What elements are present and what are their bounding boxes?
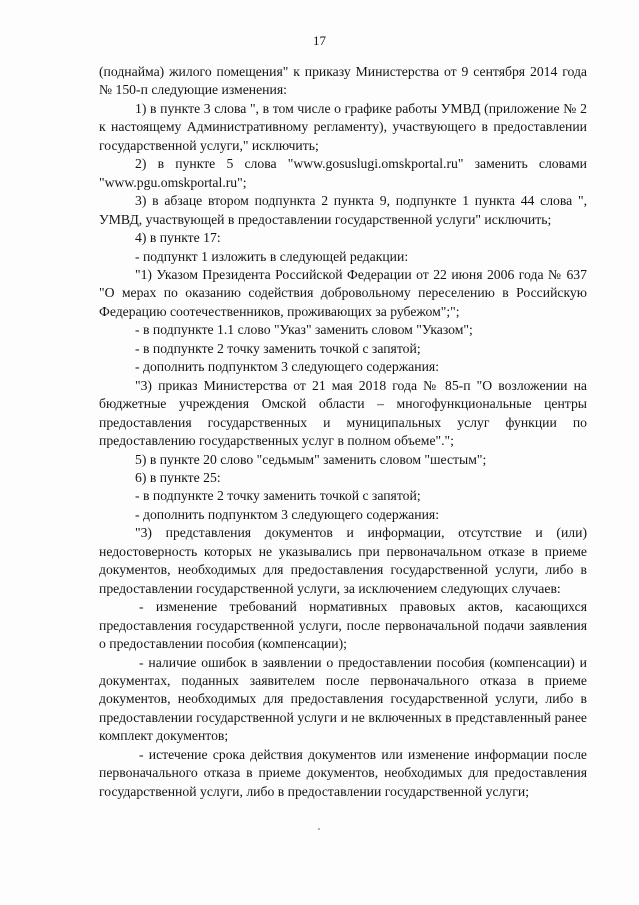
- paragraph: - наличие ошибок в заявлении о предоставлении пособия (компенсации) и документах, поданных заявителем после первоначального отказа в приеме документов, необходимых для предоставления государственной услуги, либо в предоставлении государственной услуги и не включенных в представленный ранее комплект документов;: [99, 654, 587, 744]
- paragraph: - в подпункте 2 точку заменить точкой с запятой;: [135, 488, 421, 504]
- paragraph: 2) в пункте 5 слова "www.gosuslugi.omskportal.ru" заменить словами "www.pgu.omskportal.ru";: [99, 156, 587, 190]
- paragraph: - подпункт 1 изложить в следующей редакции:: [135, 248, 409, 264]
- paragraph: "3) приказ Министерства от 21 мая 2018 года № 85-п "О возложении на бюджетные учреждения Омской области – многофункциональные центры предоставления государственных и муниципальных услуг функции по предоставлению государственных услуг в полном объеме".";: [99, 377, 587, 449]
- paragraph: - истечение срока действия документов или изменение информации после первоначального отказа в приеме документов, необходимых для предоставления государственной услуги, либо в предоставлении государственной услуги;: [99, 746, 587, 799]
- paragraph: 6) в пункте 25:: [135, 469, 221, 485]
- paragraph: 1) в пункте 3 слова ", в том числе о графике работы УМВД (приложение № 2 к настоящему Административному регламенту), участвующего в предоставлении государственной услуги," исключить;: [99, 100, 587, 153]
- document-body: [99, 63, 587, 801]
- paragraph: - в подпункте 1.1 слово "Указ" заменить словом "Указом";: [135, 322, 473, 338]
- paragraph: - изменение требований нормативных правовых актов, касающихся предоставления государственной услуги, после первоначальной подачи заявления о предоставлении пособия (компенсации);: [99, 599, 587, 652]
- paragraph: - в подпункте 2 точку заменить точкой с запятой;: [135, 340, 421, 356]
- paragraph: - дополнить подпунктом 3 следующего содержания:: [135, 506, 440, 522]
- scan-speck: [318, 828, 320, 830]
- paragraph: 5) в пункте 20 слово "седьмым" заменить словом "шестым";: [135, 451, 487, 467]
- paragraph: 4) в пункте 17:: [135, 230, 221, 246]
- paragraph: (поднайма) жилого помещения" к приказу Министерства от 9 сентября 2014 года № 150-п следующие изменения:: [99, 64, 587, 98]
- paragraph: "3) представления документов и информации, отсутствие и (или) недостоверность которых не указывались при первоначальном отказе в приеме документов, необходимых для предоставления государственной услуги, либо в предоставлении государственной услуги, за исключением следующих случаев:: [99, 525, 587, 596]
- page-number: 17: [313, 33, 326, 48]
- paragraph: "1) Указом Президента Российской Федерации от 22 июня 2006 года № 637 "О мерах по оказанию содействия добровольному переселению в Российскую Федерацию соотечественников, проживающих за рубежом";";: [99, 266, 587, 319]
- paragraph: 3) в абзаце втором подпункта 2 пункта 9, подпункте 1 пункта 44 слова ", УМВД, участвующей в предоставлении государственной услуги" исключить;: [99, 193, 587, 227]
- paragraph: - дополнить подпунктом 3 следующего содержания:: [135, 359, 440, 375]
